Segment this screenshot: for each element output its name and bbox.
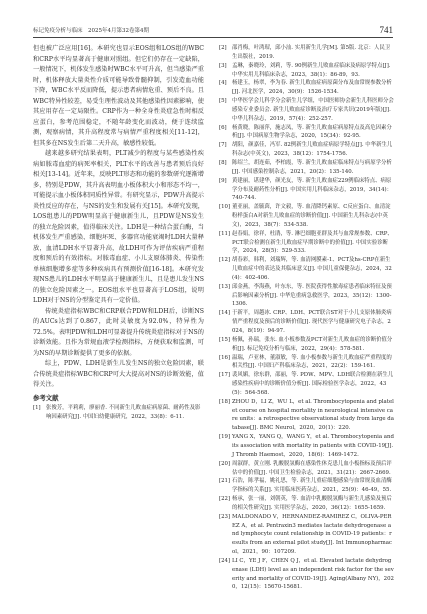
reference-item — [219, 460, 394, 478]
reference-text: MALDONADO V，HERNANDEZ-RAMIREZ C，OLIVA-PEREZ A，et al. Pentraxin3 mediates lactate dehydrogenase and lymphocyte count relationship in COVID-19 patients：results from an external pilot study[J]. Int Immunopharmacol，2021，90：107209. — [232, 513, 392, 556]
reference-item — [219, 433, 394, 460]
reference-item — [219, 557, 394, 592]
reference-item — [219, 256, 394, 283]
reference-item — [219, 336, 394, 354]
body-paragraph: 但也被广泛应用[16]。本研究也显示EOS组和LOS组的WBC和CRP水平均显著高于健康对照组。但它们仍存在一定缺陷，一般情况下，机体发生感染时WBC水平可升高，但当感染严重时，机体释放大量炎性介质可能导致骨髓抑制，引发造血功能下降，WBC水平反而降低，提示患者病情危重、预后不良。且WBC特异性较差，易受生理性波动及其他感染性因素影响，使其应用存在一定局限性。CRP作为一种全身性炎症急性时相反应蛋白，参考范围稳定，不随年龄变化而波动，便于连续监测，观察病情，其升高程度常与病情严重程度相关[11-12]，但其多在NS发生后第二天升高，敏感性较低。 — [33, 45, 204, 147]
reference-number: [19] — [219, 434, 231, 441]
reference-text: 孟琳，秦晓玲，刘莉，等. 90例新生儿败血症临床及病原学特点[J]. 中华实用儿科临床杂志，2023，38(1)：86-89，93. — [232, 62, 391, 78]
reference-text: 裴风媚，徐东群，邵丽，等. PDW、MPV、LDH联合检测在新生儿感染性疾病中的诊断价值分析[J]. 国际检验医学杂志，2022，43(5)：564-568. — [232, 372, 394, 396]
reference-number: [1] — [33, 405, 41, 411]
reference-item — [219, 230, 394, 257]
reference-text: LI C，YE J F，CHEN Q J，et al. Elevated lactate dehydrogenase (LDH) level as an independent risk factor for the severity and mortality of COVID-19[J]. Aging(Albany NY)，2020，12(15)：15670-15681. — [232, 557, 394, 591]
reference-text: 石浩，陈孝福，姚礼思，等. 新生儿重症细胞感染与血常规及血清酶学指标的关系[J]. 实用临床医药杂志，2021，25(9)：46-49，55. — [232, 478, 392, 494]
reference-item — [219, 141, 394, 159]
reference-number: [7] — [219, 142, 227, 149]
reference-text: 董亚丽，盖毓茵，许文毅，等. 血清降钙素原、C反应蛋白、血清淀粉样蛋白A对新生儿败血症的诊断价值[J]. 中国新生儿科杂志(中英文)，2023，38(7)：534-538. — [232, 204, 391, 228]
reference-item — [219, 477, 394, 495]
reference-item — [219, 124, 394, 142]
reference-item — [219, 159, 394, 177]
references-heading: 参考文献 — [33, 393, 59, 402]
body-paragraph: 综上，PDW、LDH是新生儿发生NS的独立危险因素，联合传统炎症指标WBC和CRP可大大提高对NS的诊断效能，值得关注。 — [33, 360, 204, 388]
reference-text: 邱金燕，李海燕，叶东东，等. 医院获得性脓毒症患者临床特征及预后影响因素分析[J]. 中华危重病急救医学，2023，35(12)：1300-1306. — [232, 283, 392, 308]
journal-name: 标记免疫分析与临床 2025年4月第32卷第4期 — [33, 28, 149, 34]
reference-number: [4] — [219, 80, 227, 87]
reference-number: [5] — [219, 98, 227, 105]
reference-text: 陈绍兰，胡连茹，李柏霞，等. 新生儿败血症临床特点与病原学分析[J]. 中国感染控制杂志，2021，20(2)：135-140. — [232, 159, 392, 175]
reference-item — [219, 79, 394, 97]
reference-item — [219, 354, 394, 372]
reference-text: 胡阳，颜嘉佳，冯军. 82例新生儿败血症病原学特点[J]. 中华新生儿科杂志(中英文)，2023，38(12)：1754-1756. — [232, 142, 393, 158]
reference-text: 杨承，张一丽，刘朝英，等. 血清中乳酸脱氢酶与新生儿感染及预后的相关性研究[J]. 实用医学杂志，2020，36(12)：1655-1659. — [232, 496, 392, 511]
reference-item — [219, 97, 394, 124]
reference-item — [219, 283, 394, 310]
reference-text: 赵春娟，徐祥，杜鹃，等. 淋巴细胞亚群及其与血常规参数、CRP、PCT联合检测在新生儿败血症早期诊断中的价值[J]. 中国实验诊断学，2024，28(5)：529-533. — [232, 230, 393, 255]
reference-number: [16] — [219, 354, 231, 361]
reference-number: [17] — [219, 372, 231, 379]
reference-number: [18] — [219, 398, 231, 405]
reference-list-left — [33, 404, 204, 421]
reference-number: [2] — [219, 45, 227, 51]
header-rule — [33, 37, 393, 38]
reference-text: 张俊芳，平莉莉，廖丽香. 不同新生儿败血症病原菌、耐药性及影响因素研究[J]. 中国妇幼健康研究，2022，33(8)：6-11. — [46, 405, 201, 420]
reference-number: [23] — [219, 513, 231, 520]
reference-number: [14] — [219, 310, 231, 317]
reference-number: [9] — [219, 177, 227, 184]
reference-item — [219, 495, 394, 513]
reference-item — [219, 177, 394, 204]
reference-text: YANG X，YANG Q，WANG Y，et al. Thrombocytopenia and its association with mortality in patients with COVID-19[J]. J Thromb Haemost，2020，18(6)：1469-1472. — [232, 434, 394, 458]
reference-item — [219, 203, 394, 230]
reference-number: [15] — [219, 336, 231, 343]
reference-text: 中华医学会儿科学分会新生儿学组，中国医师协会新生儿科医师分会感染专业委员会. 新生儿败血症诊断及治疗专家共识(2019年版)[J]. 中华儿科杂志，2019，57(4)：252-257. — [232, 98, 394, 122]
reference-item — [219, 513, 394, 557]
reference-item — [219, 44, 394, 62]
reference-text: 于新平，周越冰. CRP、LDH、PCT联合ST对于小儿支原体肺炎病情严重程度及预后的诊断价值[J]. 现代医学与健康研究电子杂志，2024，8(19)：94-97. — [232, 310, 392, 334]
reference-item — [219, 62, 394, 80]
reference-number: [12] — [219, 257, 231, 264]
reference-text: 杨建玉，杨翠，李为春. 新生儿败血症病原菌分布及血常规参数分析[J]. 河北医学，2024，30(9)：1526-1534. — [232, 80, 392, 96]
reference-number: [10] — [219, 204, 231, 211]
reference-text: 温瑞，卢亚林，董淑敏，等. 血小板参数与新生儿败血症严重程度的相关性[J]. 中国妇产科临床杂志，2021，22(2)：159-161. — [232, 354, 392, 370]
page-number: 741 — [379, 25, 393, 35]
reference-text: 邵肖梅，叶鸿瑁，邱小汕. 实用新生儿学[M]. 第5版. 北京：人民卫生出版社，2019. — [232, 45, 391, 60]
reference-number: [11] — [219, 230, 231, 237]
page-header — [33, 27, 393, 41]
reference-text: 胡春彩，韩利，刘瑞辉，等. 血清网膜素-1、PCT及hs-CRP在新生儿败血症中的表达及其临床意义[J]. 中国儿童保健杂志，2024，32(4)：402-406. — [232, 257, 392, 281]
reference-text: 黄建丽，谌建华，颜光友，等. 新生儿败血症229例临床特点、病原学分布及耐药性分析[J]. 中国实用儿科临床杂志，2019，34(14)：740-744. — [232, 177, 393, 202]
reference-number: [3] — [219, 62, 227, 69]
reference-text: ZHOU D，LI Z，WU L，et al. Thrombocytopenia and platelet course on hospital mortality in neurological intensive care units：a retrospective observational study from large database[J]. BMC Neurol，2020，20(1)：220. — [232, 398, 394, 432]
reference-number: [20] — [219, 460, 231, 467]
reference-number: [24] — [219, 557, 231, 564]
reference-number: [13] — [219, 283, 231, 290]
body-paragraph: 越来越多研究结果表明，PLT减少的程度与某些感染性疾病如脓毒血症的病死率相关，PLT水平的改善与患者预后良好相关[13-14]。近年来，反映PLT形态和功能的参数研究逐渐增多，特别是PDW，其升高表明血小板体积大小和形态不均一，可能提示血小板体积同质性异常。有研究显示，PDW升高提示炎性反应的存在，与NS的发生和发展有关[15]。本研究发现，LOS组患儿的PDW明显高于健康新生儿，且PDW是NS发生的独立危险因素，值得临床关注。LDH是一种结合蛋白酶，当机体发生严重感染、细胞坏死、多器官功能衰竭时LDH大量释放，血清LDH水平显著升高，故LDH可作为评估疾病严重程度和预后的有效指标。对脓毒血症、小儿支原体肺炎、传染性单核细胞增多症等多种疾病具有预测价值[16-18]。本研究发现NS患儿的LDH水平明显高于健康新生儿，且是患儿发生NS的独立危险因素之一。EOS组水平也显著高于LOS组，说明LDH对于NS的分型鉴定具有一定价值。 — [33, 150, 204, 304]
body-paragraph: 传统炎症指标WBC和CRP联合PDW和LDH后，诊断NS的AUCs达到了0.867，此时灵敏度为92.0%，特异性为72.5%。表明PDW和LDH可显著提升传统炎症指标对于NS的诊断效能。且作为常规血液学检测指标，方便获取和监测，可为NS的早期诊断提供了更多的依据。 — [33, 307, 204, 357]
reference-item — [33, 404, 204, 421]
left-column — [33, 44, 204, 421]
reference-item — [219, 309, 394, 336]
reference-number: [6] — [219, 124, 227, 131]
reference-number: [22] — [219, 496, 231, 503]
reference-text: 周淑群，黄立刚. 乳酸脱氢酶在感染性休克患儿血小板指标及预后评估中的价值[J]. 中国卫生检验杂志，2021，31(21)：2667-2669. — [232, 460, 392, 476]
reference-list-right — [219, 44, 394, 592]
reference-item — [219, 371, 394, 398]
reference-text: 杨黄晓，陈丽萍，施志凤，等. 新生儿败血症病原特点及高危因素分析[J]. 中国病原生物学杂志，2020，15(34)：92-95. — [232, 124, 392, 140]
reference-item — [219, 398, 394, 433]
right-column — [219, 44, 394, 592]
reference-text: 杨佩，孙瑞，张东. 血小板参数及PCT对新生儿败血症的诊断价值分析[J]. 标记免疫分析与临床，2022，29(4)：578-581. — [232, 336, 393, 352]
reference-number: [21] — [219, 478, 231, 485]
reference-number: [8] — [219, 159, 227, 166]
